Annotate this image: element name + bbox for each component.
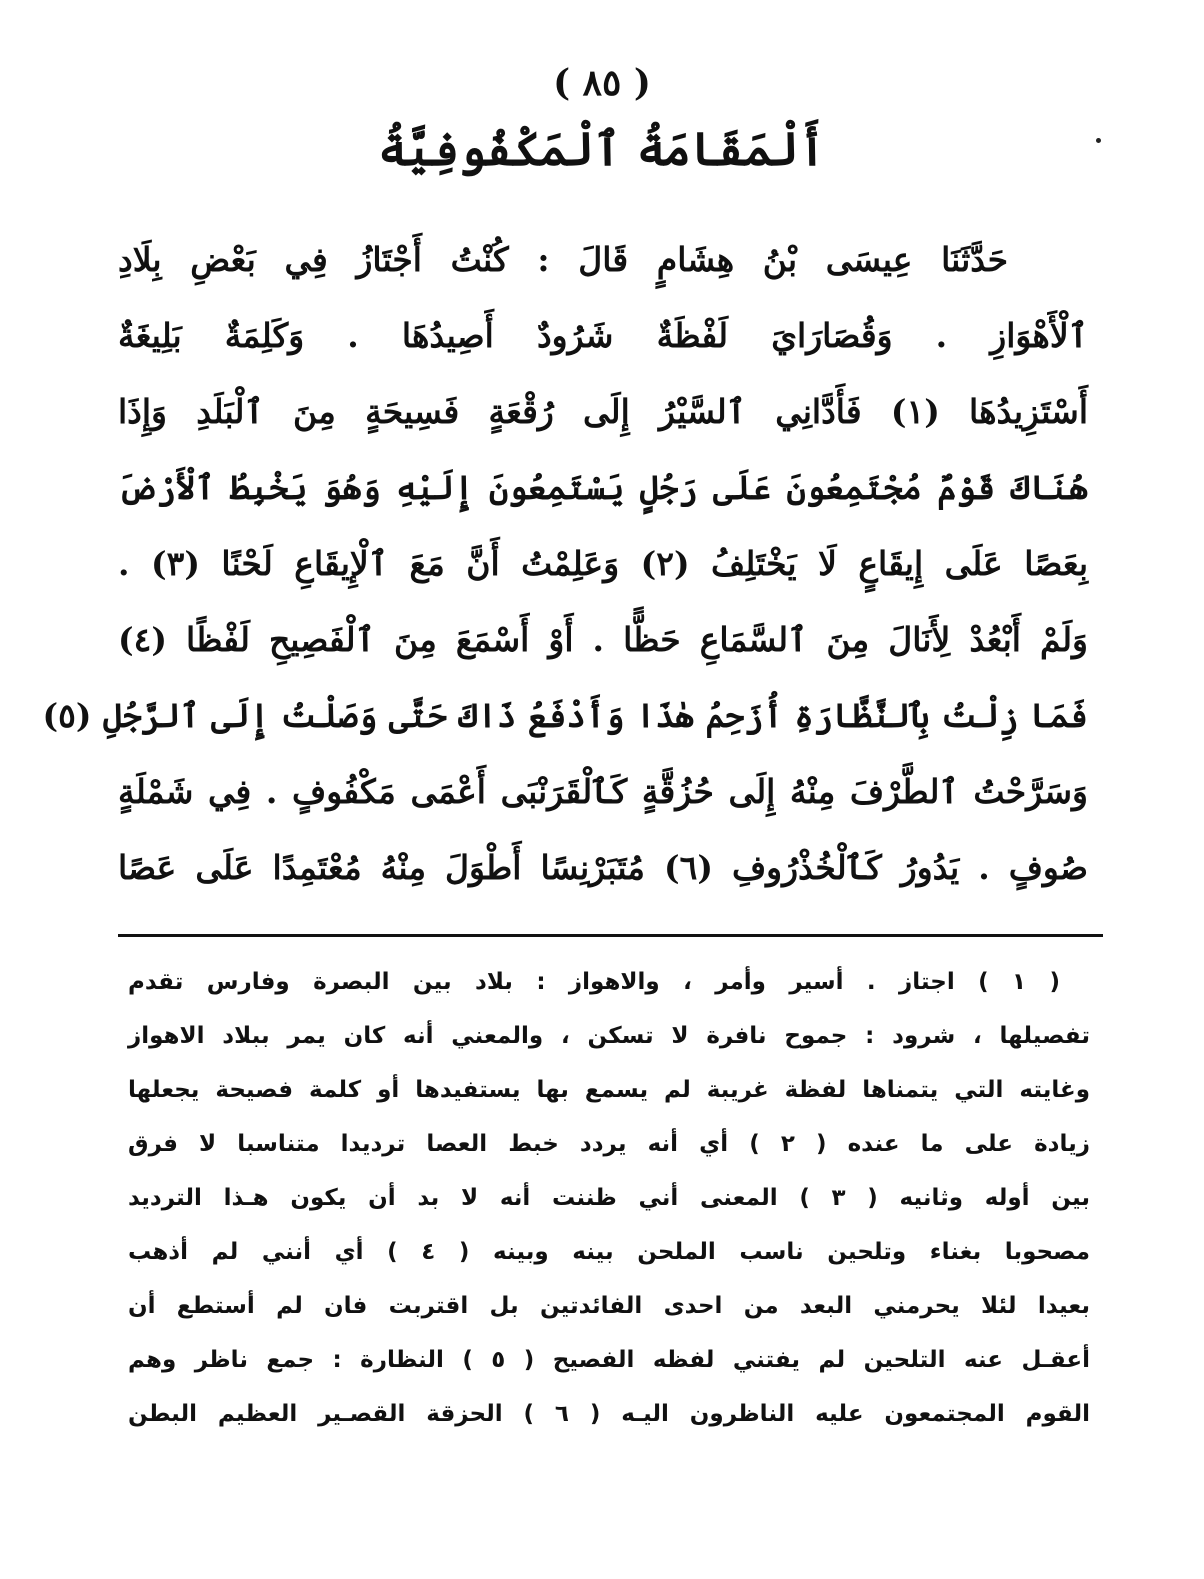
main-text-line: صُوفٍ . يَدُورُ كَٱلْخُذْرُوفِ (٦) مُتَبَرْنِسًا أَطْوَلَ مِنْهُ مُعْتَمِدًا عَلَى عَصًا: [118, 848, 1088, 887]
main-text-line: حَدَّثَنَا عِيسَى بْنُ هِشَامٍ قَالَ : كُنْتُ أَجْتَازُ فِي بَعْضِ بِلَادِ: [118, 240, 1008, 279]
main-text: [42, 222, 1089, 906]
footnote-divider: [118, 934, 1103, 937]
footnotes: [128, 955, 1090, 1441]
main-text-line: هُنَاكَ قَوْمٌ مُجْتَمِعُونَ عَلَى رَجُلٍ يَسْتَمِعُونَ إِلَيْهِ وَهُوَ يَخْبِطُ ٱلْأَرْضَ: [118, 468, 1088, 507]
footnote-line: بين أوله وثانيه ( ٣ ) المعنى أني ظننت أنه لا بد أن يكون هـذا الترديد: [128, 1185, 1090, 1211]
footnote-line: بعيدا لئلا يحرمني البعد من احدى الفائدتين بل اقتربت فان لم أستطع أن: [128, 1293, 1090, 1319]
main-text-line: ٱلْأَهْوَازِ . وَقُصَارَايَ لَفْظَةٌ شَرُودٌ أَصِيدُهَا . وَكَلِمَةٌ بَلِيغَةٌ: [118, 316, 1088, 355]
main-text-line: أَسْتَزِيدُهَا (١) فَأَدَّانِي ٱلسَّيْرُ إِلَى رُقْعَةٍ فَسِيحَةٍ مِنَ ٱلْبَلَدِ وَإِذَا: [118, 392, 1089, 431]
main-text-line: فَمَا زِلْتُ بِٱلنَّظَّارَةِ أُزَحِمُ هٰذَا وَأَدْفَعُ ذَاكَ حَتَّى وَصَلْتُ إِلَى ٱلرَّجُلِ (٥): [42, 696, 1088, 735]
footnote-line: مصحوبا بغناء وتلحين ناسب الملحن بينه وبينه ( ٤ ) أي أنني لم أذهب: [128, 1239, 1090, 1265]
margin-dot: [1096, 138, 1101, 143]
main-text-line: وَسَرَّحْتُ ٱلطَّرْفَ مِنْهُ إِلَى حُزُقَّةٍ كَٱلْقَرَنْبَى أَعْمَى مَكْفُوفٍ . فِي شَمْلَةٍ: [118, 772, 1088, 811]
main-text-line: وَلَمْ أَبْعُدْ لِأَنَالَ مِنَ ٱلسَّمَاعِ حَظًّا . أَوْ أَسْمَعَ مِنَ ٱلْفَصِيحِ لَفْظًا (٤): [118, 620, 1088, 659]
footnote-line: زيادة على ما عنده ( ٢ ) أي أنه يردد خبط العصا ترديدا متناسبا لا فرق: [128, 1131, 1091, 1157]
footnote-line: أعقـل عنه التلحين لم يفتني لفظه الفصيح ( ٥ ) النظارة : جمع ناظر وهم: [128, 1347, 1090, 1373]
maqama-title: أَلْمَقَامَةُ ٱلْمَكْفُوفِيَّةُ: [378, 122, 826, 176]
footnote-line: القوم المجتمعون عليه الناظرون اليـه ( ٦ ) الحزقة القصـير العظيم البطن: [128, 1401, 1090, 1427]
main-text-line: بِعَصًا عَلَى إِيقَاعٍ لَا يَخْتَلِفُ (٢) وَعَلِمْتُ أَنَّ مَعَ ٱلْإِيقَاعِ لَحْنًا (٣) .: [118, 544, 1088, 583]
footnote-line: وغايته التي يتمناها لفظة غريبة لم يسمع بها يستفيدها أو كلمة فصيحة يجعلها: [128, 1077, 1090, 1103]
footnote-line: ( ١ ) اجتاز . أسير وأمر ، والاهواز : بلاد بين البصرة وفارس تقدم: [128, 969, 1060, 995]
page-number: ( ٨٥ ): [553, 62, 651, 104]
footnote-line: تفصيلها ، شرود : جموح نافرة لا تسكن ، والمعني أنه كان يمر ببلاد الاهواز: [128, 1023, 1090, 1049]
